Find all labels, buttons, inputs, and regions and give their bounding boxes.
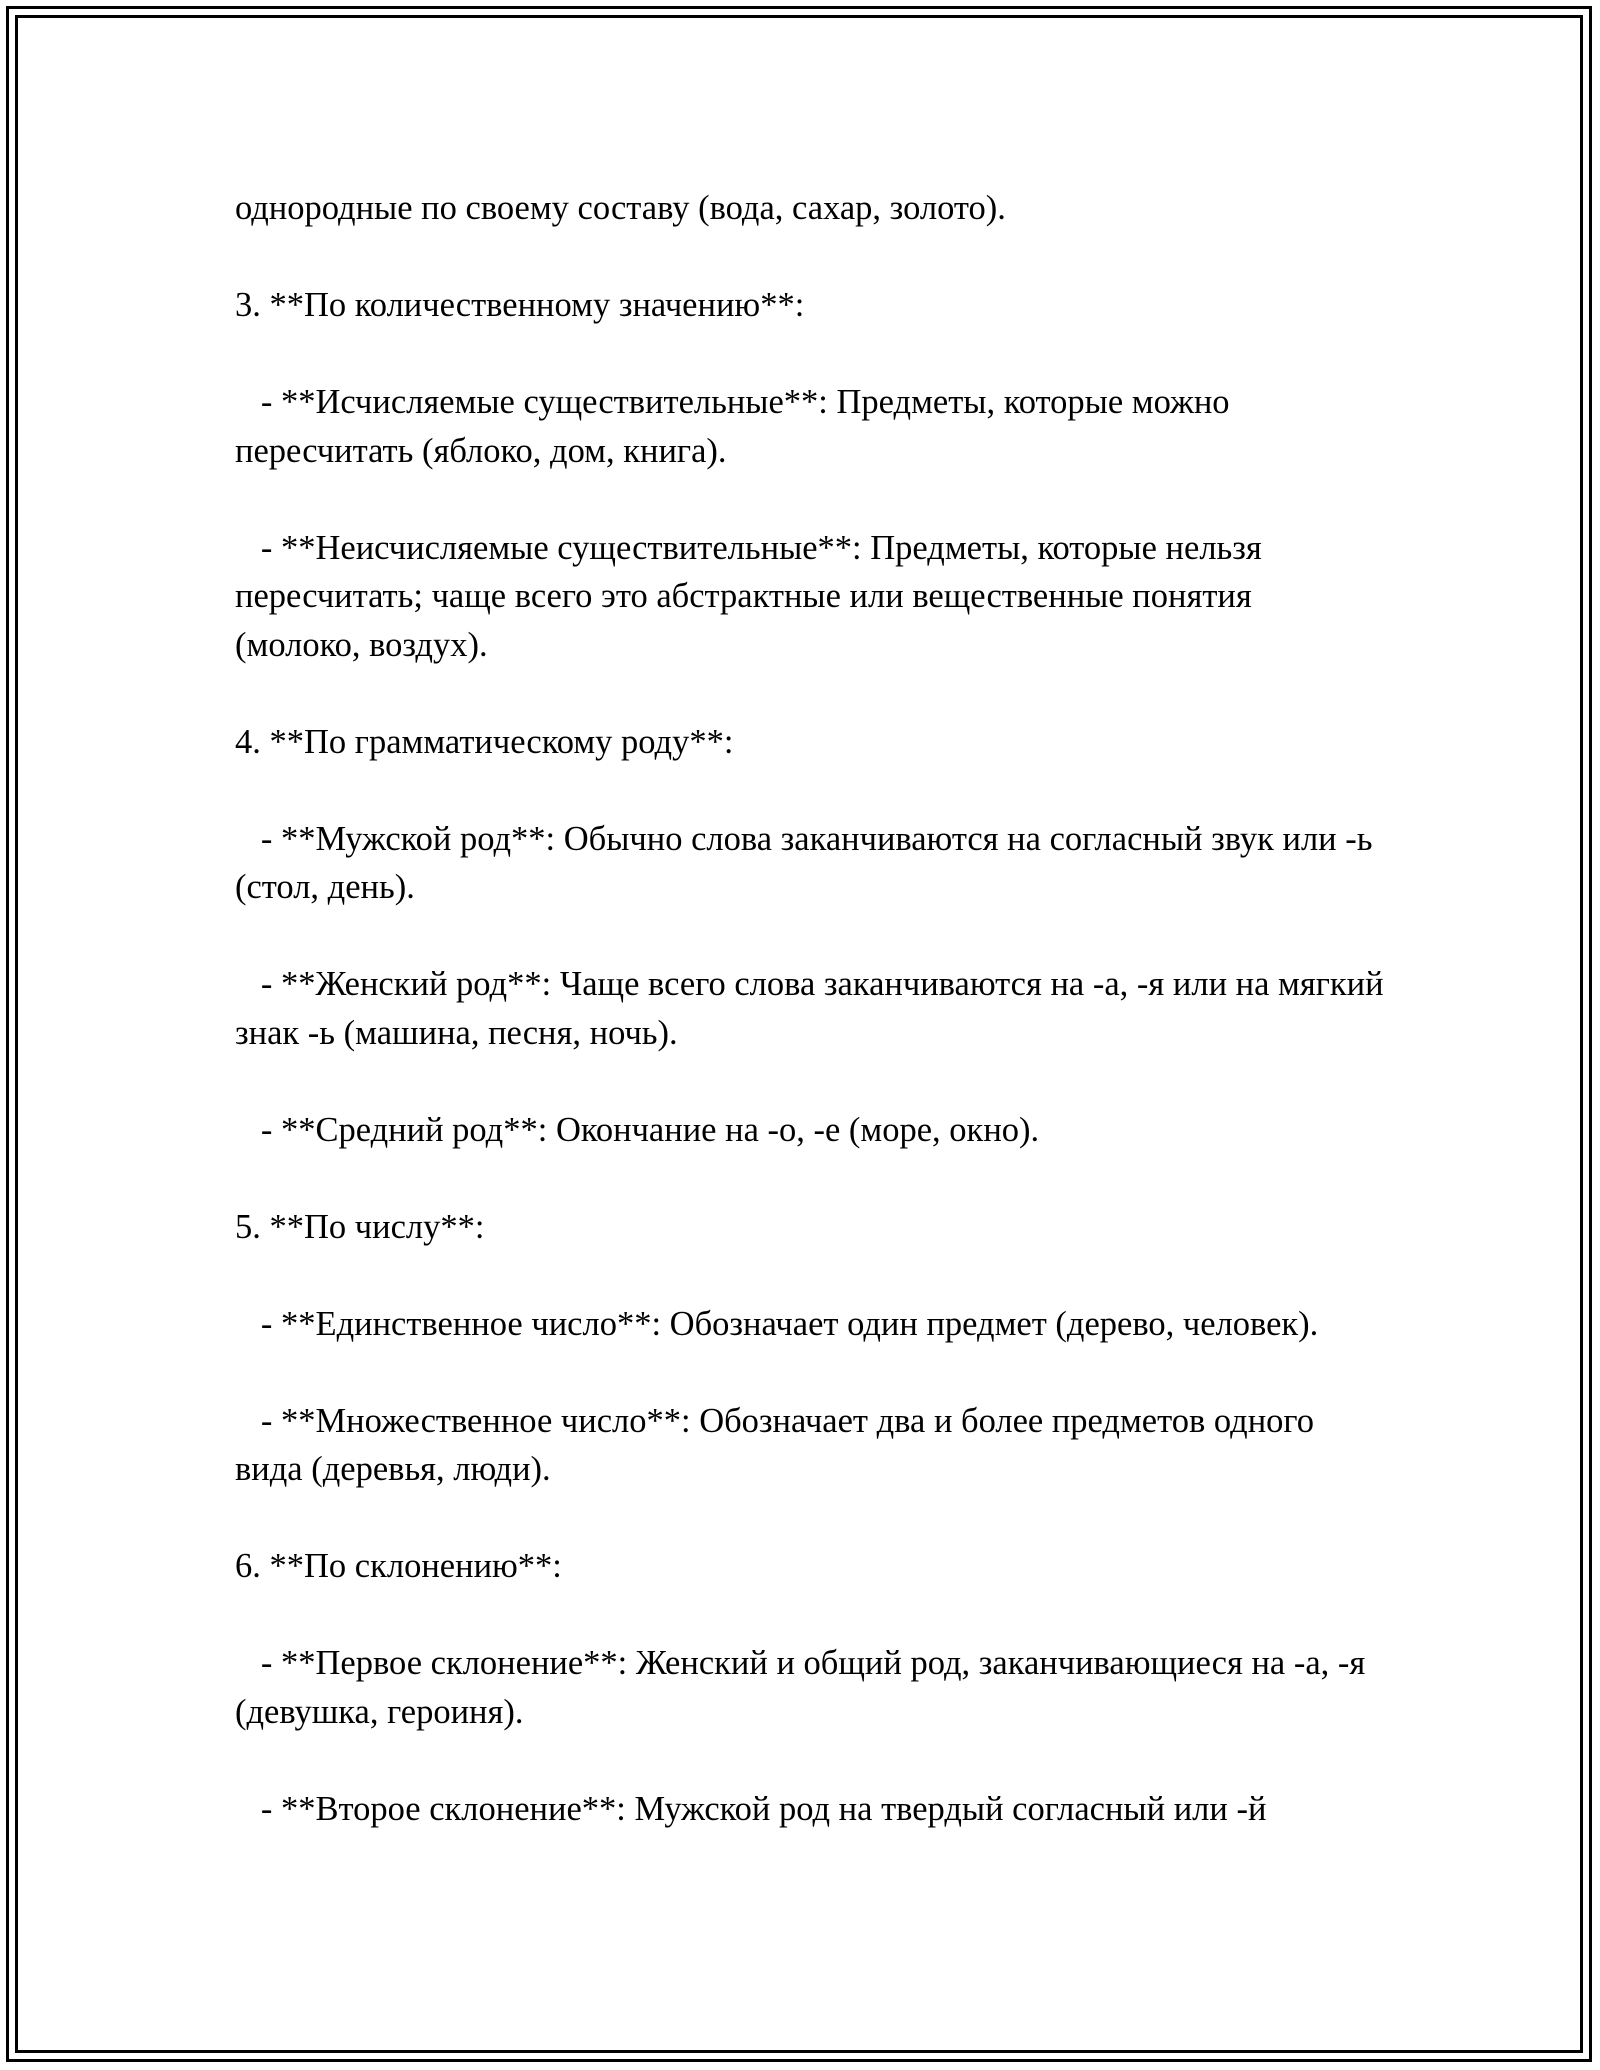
- paragraph-continuation: однородные по своему составу (вода, сахар, золото).: [235, 189, 1006, 227]
- list-item-masculine: - **Мужской род**: Обычно слова заканчиваются на согласный звук или -ь (стол, день).: [235, 819, 1382, 906]
- heading-quantitative: 3. **По количественному значению**:: [235, 286, 805, 324]
- heading-number: 5. **По числу**:: [235, 1207, 485, 1246]
- list-item-second-declension: - **Второе склонение**: Мужской род на твердый согласный или -й: [235, 1789, 1267, 1828]
- document-body: [235, 184, 1393, 1833]
- list-item-uncountable: - **Неисчисляемые существительные**: Предметы, которые нельзя пересчитать; чаще всего это абстрактные или вещественные понятия (молоко, воздух).: [235, 528, 1271, 664]
- heading-gender: 4. **По грамматическому роду**:: [235, 722, 734, 761]
- heading-declension: 6. **По склонению**:: [235, 1547, 562, 1585]
- list-item-feminine: - **Женский род**: Чаще всего слова заканчиваются на -а, -я или на мягкий знак -ь (машина, песня, ночь).: [235, 965, 1393, 1052]
- list-item-plural: - **Множественное число**: Обозначает два и более предметов одного вида (деревья, люди).: [235, 1401, 1323, 1488]
- list-item-countable: - **Исчисляемые существительные**: Предметы, которые можно пересчитать (яблоко, дом, книга).: [235, 383, 1239, 470]
- list-item-first-declension: - **Первое склонение**: Женский и общий род, заканчивающиеся на -а, -я (девушка, героиня).: [235, 1644, 1374, 1731]
- list-item-singular: - **Единственное число**: Обозначает один предмет (дерево, человек).: [235, 1304, 1319, 1343]
- list-item-neuter: - **Средний род**: Окончание на -о, -е (море, окно).: [235, 1110, 1040, 1149]
